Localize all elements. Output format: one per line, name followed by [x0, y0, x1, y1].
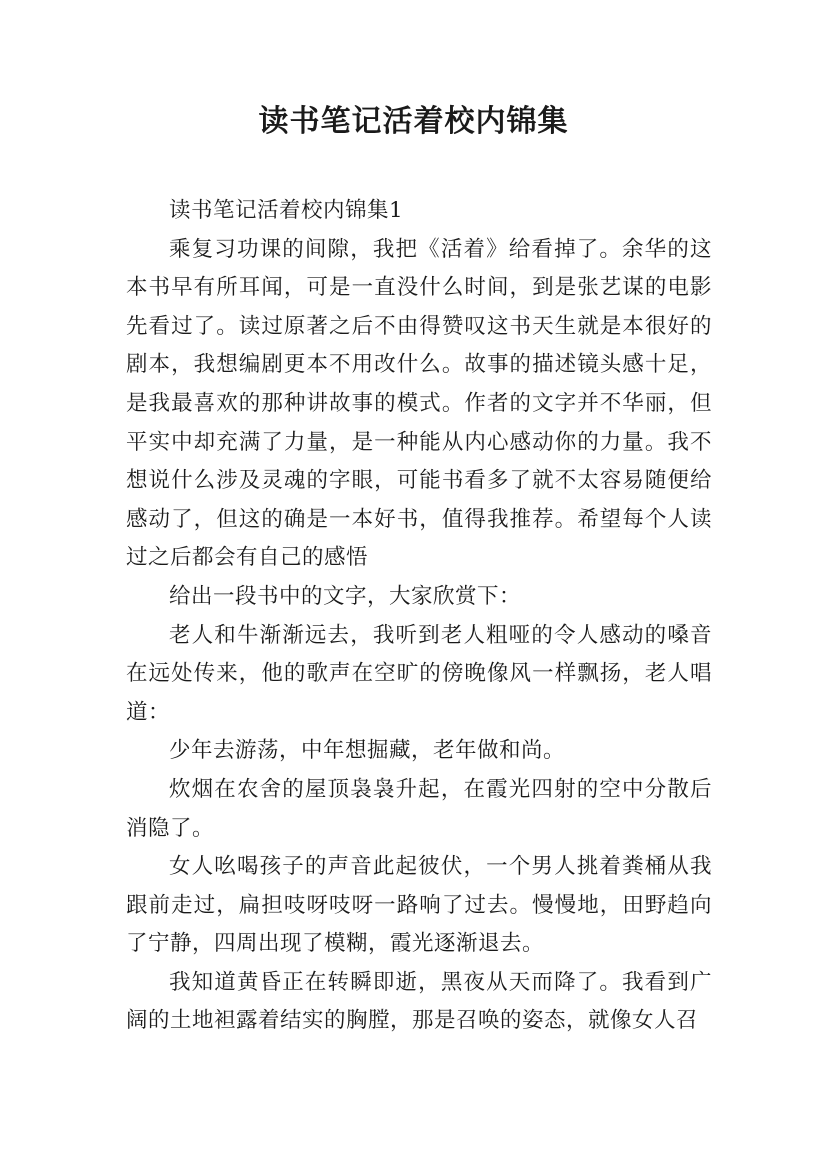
paragraph: 给出一段书中的文字，大家欣赏下： — [169, 583, 522, 609]
paragraph: 乘复习功课的间隙，我把《活着》给看掉了。余华的这本书早有所耳闻，可是一直没什么时间，到是张艺谋的电影先看过了。读过原著之后不由得赞叹这书天生就是本很好的剧本，我想编剧更本不用改什么。故事的描述镜头感十足，是我最喜欢的那种讲故事的模式。作者的文字并不华丽，但平实中却充满了力量，是一种能从内心感动你的力量。我不想说什么涉及灵魂的字眼，可能书看多了就不太容易随便给感动了，但这的确是一本好书，值得我推荐。希望每个人读过之后都会有自己的感悟 — [126, 236, 712, 571]
paragraph: 女人吆喝孩子的声音此起彼伏，一个男人挑着粪桶从我跟前走过，扁担吱呀吱呀一路响了过去。慢慢地，田野趋向了宁静，四周出现了模糊，霞光逐渐退去。 — [126, 854, 712, 957]
document-body — [126, 192, 712, 1041]
paragraph: 我知道黄昏正在转瞬即逝，黑夜从天而降了。我看到广阔的土地袒露着结实的胸膛，那是召唤的姿态，就像女人召 — [126, 969, 712, 1034]
paragraph: 少年去游荡，中年想掘藏，老年做和尚。 — [169, 738, 566, 764]
paragraph: 老人和牛渐渐远去，我听到老人粗哑的令人感动的嗓音在远处传来，他的歌声在空旷的傍晚像风一样飘扬，老人唱道： — [126, 622, 712, 725]
paragraph-subtitle: 读书笔记活着校内锦集1 — [169, 198, 404, 223]
paragraph: 炊烟在农舍的屋顶袅袅升起，在霞光四射的空中分散后消隐了。 — [126, 776, 712, 841]
document-title: 读书笔记活着校内锦集 — [258, 104, 569, 139]
